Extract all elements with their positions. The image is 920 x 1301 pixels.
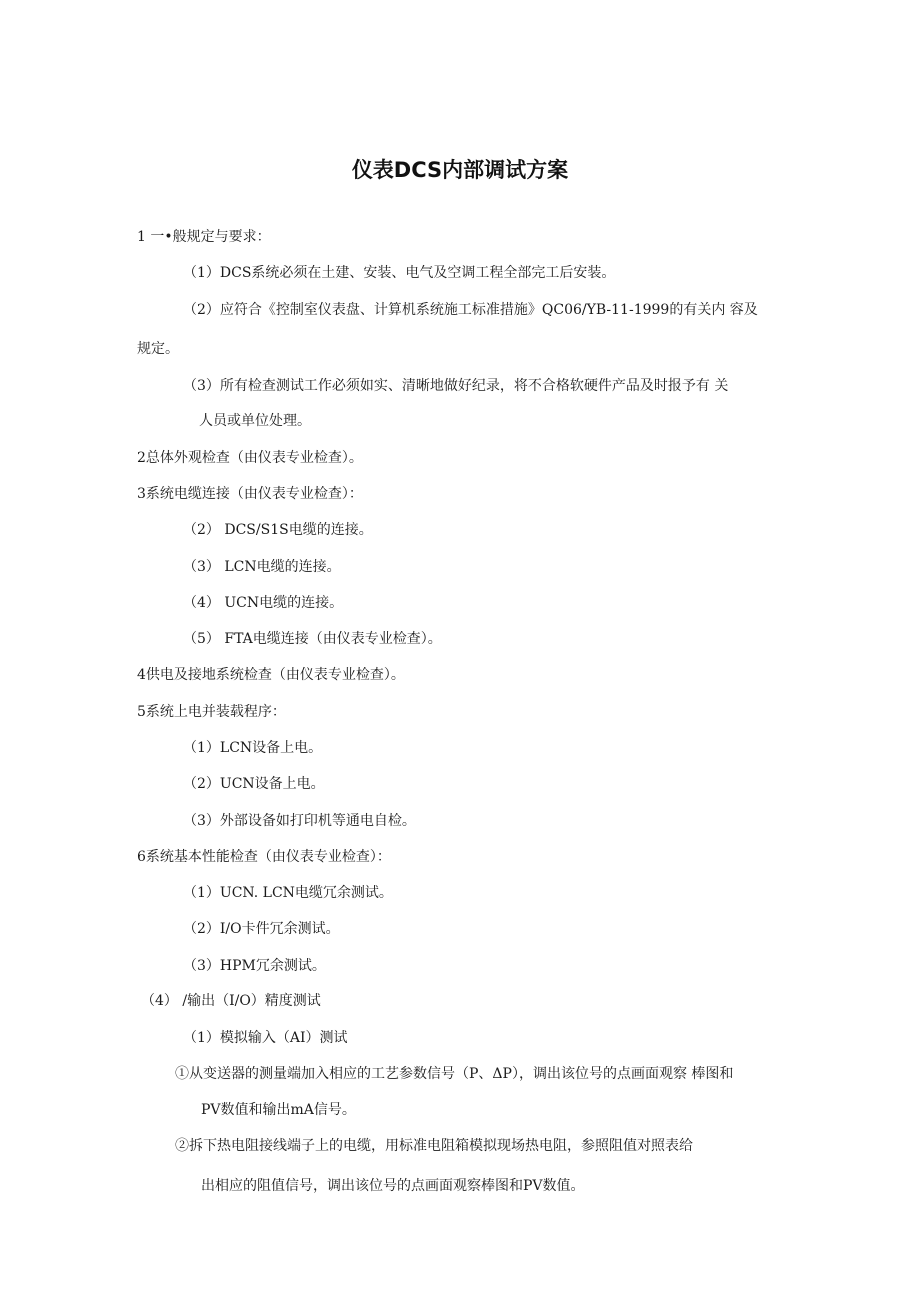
section-6-heading: 6系统基本性能检查（由仪表专业检查）： xyxy=(137,849,391,865)
section-6-item-2: （2）I/O卡件冗余测试。 xyxy=(183,921,340,937)
section-5-item-2: （2）UCN设备上电。 xyxy=(183,776,325,792)
section-1-item-2-cont: 规定。 xyxy=(137,341,179,357)
section-1-item-3-cont: 人员或单位处理。 xyxy=(199,413,311,429)
section-3-item-5: （5） FTA电缆连接（由仪表专业检查）。 xyxy=(183,631,442,647)
section-5-item-1: （1）LCN设备上电。 xyxy=(183,740,323,756)
section-3-item-2: （2） DCS/S1S电缆的连接。 xyxy=(183,522,373,538)
section-2-heading: 2总体外观检查（由仪表专业检查）。 xyxy=(137,450,363,466)
section-5-heading: 5系统上电并装载程序： xyxy=(137,704,286,720)
section-1-heading: 1 一•般规定与要求： xyxy=(137,229,271,245)
section-4-heading: 4供电及接地系统检查（由仪表专业检查）。 xyxy=(137,667,405,683)
section-3-heading: 3系统电缆连接（由仪表专业检查）： xyxy=(137,486,363,502)
section-io-step-1-cont: PV数值和输出mA信号。 xyxy=(201,1102,356,1118)
section-3-item-3: （3） LCN电缆的连接。 xyxy=(183,559,341,575)
document-title: 仪表DCS内部调试方案 xyxy=(351,158,569,182)
section-6-item-3: （3）HPM冗余测试。 xyxy=(183,958,326,974)
section-6-item-1: （1）UCN. LCN电缆冗余测试。 xyxy=(183,885,393,901)
section-1-item-1: （1）DCS系统必须在土建、安装、电气及空调工程全部完工后安装。 xyxy=(183,265,616,281)
section-io-heading: （4） /输出（I/O）精度测试 xyxy=(141,993,321,1009)
section-io-step-2: ②拆下热电阻接线端子上的电缆，用标准电阻箱模拟现场热电阻，参照阻值对照表给 xyxy=(175,1138,693,1154)
section-1-item-3: （3）所有检查测试工作必须如实、清晰地做好纪录，将不合格软硬件产品及时报予有 关 xyxy=(183,378,729,394)
section-1-item-2: （2）应符合《控制室仪表盘、计算机系统施工标准措施》QC06/YB-11-1999的有关内 容及 xyxy=(183,302,758,318)
section-io-step-2-cont: 出相应的阻值信号，调出该位号的点画面观察棒图和PV数值。 xyxy=(201,1178,585,1194)
section-5-item-3: （3）外部设备如打印机等通电自检。 xyxy=(183,813,416,829)
section-3-item-4: （4） UCN电缆的连接。 xyxy=(183,595,344,611)
section-io-step-1: ①从变送器的测量端加入相应的工艺参数信号（P、ΔP），调出该位号的点画面观察 棒图和 xyxy=(175,1066,734,1082)
section-io-item-1: （1）模拟输入（AI）测试 xyxy=(183,1030,348,1046)
